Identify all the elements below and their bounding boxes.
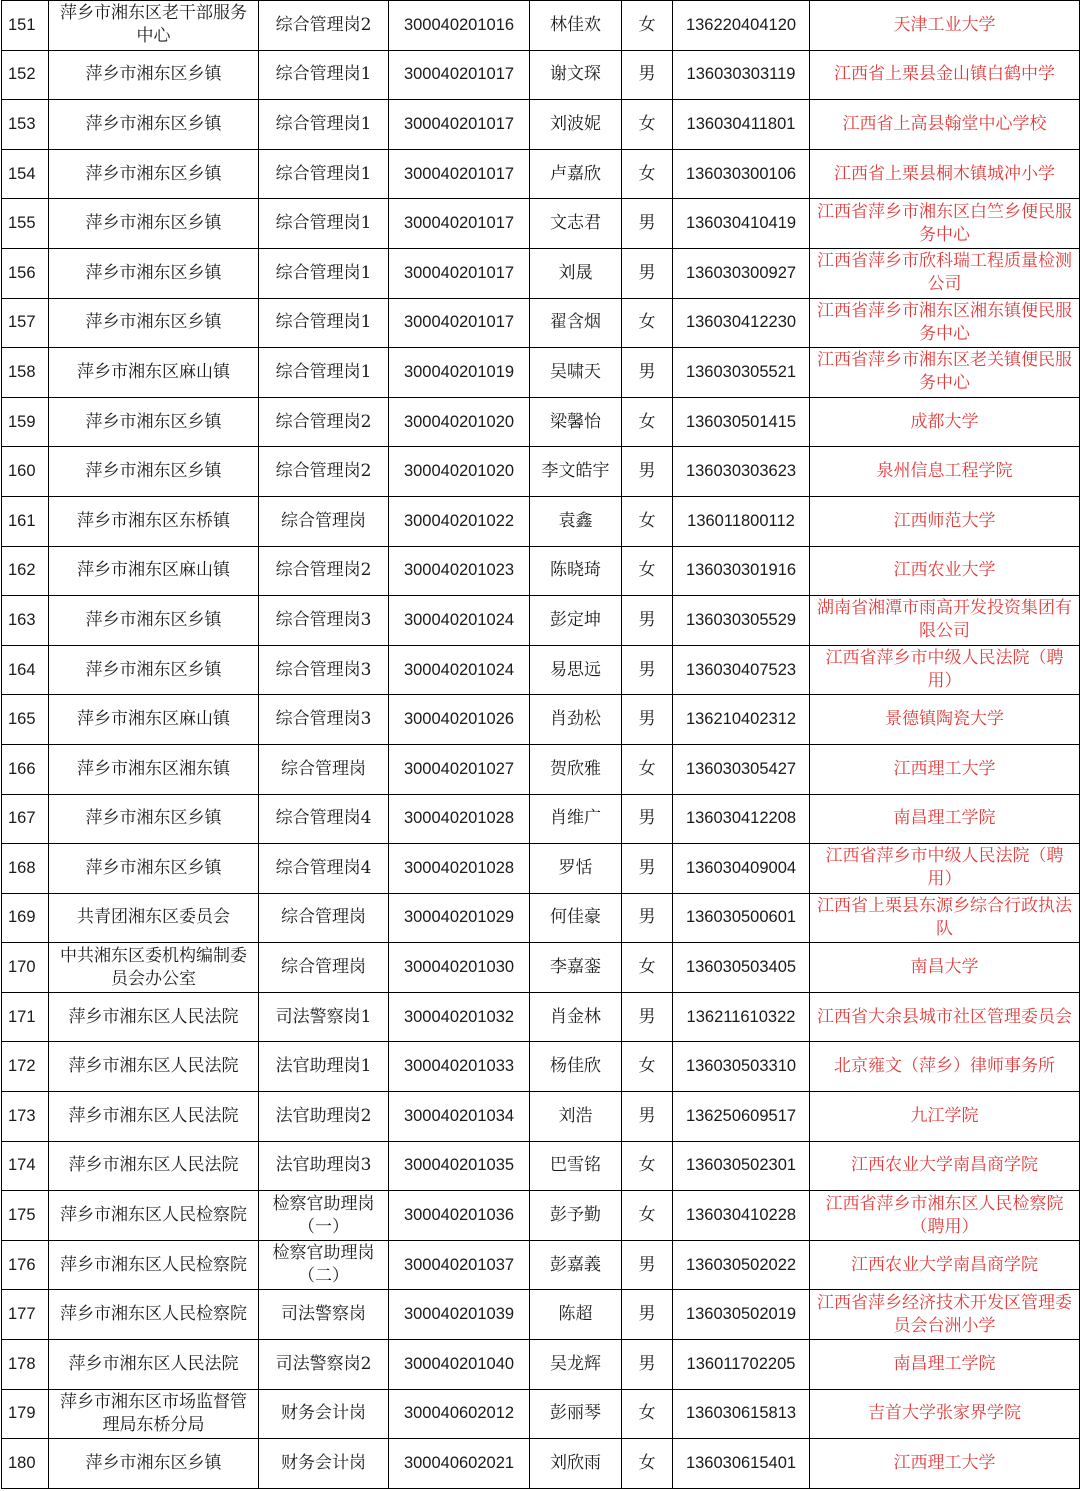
exam-number-cell: 136030303623 xyxy=(673,447,810,497)
row-index-cell: 180 xyxy=(2,1439,49,1489)
employer-cell: 江西省萍乡市湘东区湘东镇便民服务中心 xyxy=(810,298,1080,348)
results-table xyxy=(1,0,1080,1489)
employer-cell: 九江学院 xyxy=(810,1092,1080,1142)
gender-cell: 男 xyxy=(622,794,673,844)
position-code-cell: 300040201035 xyxy=(389,1141,530,1191)
row-index-cell: 171 xyxy=(2,992,49,1042)
exam-number-cell: 136011800112 xyxy=(673,496,810,546)
candidate-name-cell: 刘晟 xyxy=(530,248,622,298)
candidate-name-cell: 袁鑫 xyxy=(530,496,622,546)
position-code-cell: 300040602021 xyxy=(389,1439,530,1489)
gender-cell: 女 xyxy=(622,1141,673,1191)
row-index-cell: 167 xyxy=(2,794,49,844)
exam-number-cell: 136030407523 xyxy=(673,645,810,695)
results-table-body xyxy=(2,1,1080,1489)
position-code-cell: 300040201016 xyxy=(389,1,530,51)
position-code-cell: 300040201039 xyxy=(389,1290,530,1340)
position-name-cell: 司法警察岗 xyxy=(259,1290,389,1340)
employer-cell: 江西理工大学 xyxy=(810,744,1080,794)
row-index-cell: 156 xyxy=(2,248,49,298)
exam-number-cell: 136030502022 xyxy=(673,1240,810,1290)
row-index-cell: 151 xyxy=(2,1,49,51)
employer-cell: 江西省萍乡市湘东区老关镇便民服务中心 xyxy=(810,348,1080,398)
unit-name-cell: 萍乡市湘东区麻山镇 xyxy=(49,348,259,398)
exam-number-cell: 136030503405 xyxy=(673,943,810,993)
candidate-name-cell: 巴雪铭 xyxy=(530,1141,622,1191)
candidate-name-cell: 文志君 xyxy=(530,199,622,249)
candidate-name-cell: 陈晓琦 xyxy=(530,546,622,596)
exam-number-cell: 136030501415 xyxy=(673,397,810,447)
position-name-cell: 财务会计岗 xyxy=(259,1439,389,1489)
unit-name-cell: 萍乡市湘东区人民检察院 xyxy=(49,1191,259,1241)
row-index-cell: 166 xyxy=(2,744,49,794)
position-name-cell: 综合管理岗1 xyxy=(259,248,389,298)
candidate-name-cell: 吴龙辉 xyxy=(530,1340,622,1390)
table-row xyxy=(2,447,1080,497)
position-code-cell: 300040201020 xyxy=(389,397,530,447)
position-name-cell: 综合管理岗1 xyxy=(259,100,389,150)
table-row xyxy=(2,943,1080,993)
position-name-cell: 司法警察岗1 xyxy=(259,992,389,1042)
position-name-cell: 综合管理岗 xyxy=(259,943,389,993)
position-name-cell: 法官助理岗2 xyxy=(259,1092,389,1142)
gender-cell: 女 xyxy=(622,546,673,596)
gender-cell: 女 xyxy=(622,1042,673,1092)
exam-number-cell: 136211610322 xyxy=(673,992,810,1042)
employer-cell: 江西省上栗县桐木镇城冲小学 xyxy=(810,149,1080,199)
candidate-name-cell: 彭丽琴 xyxy=(530,1389,622,1439)
gender-cell: 男 xyxy=(622,893,673,943)
candidate-name-cell: 梁馨怡 xyxy=(530,397,622,447)
row-index-cell: 179 xyxy=(2,1389,49,1439)
exam-number-cell: 136030412230 xyxy=(673,298,810,348)
employer-cell: 江西省萍乡市欣科瑞工程质量检测公司 xyxy=(810,248,1080,298)
row-index-cell: 153 xyxy=(2,100,49,150)
employer-cell: 江西省大余县城市社区管理委员会 xyxy=(810,992,1080,1042)
candidate-name-cell: 刘欣雨 xyxy=(530,1439,622,1489)
unit-name-cell: 萍乡市湘东区人民法院 xyxy=(49,1092,259,1142)
exam-number-cell: 136210402312 xyxy=(673,695,810,745)
position-name-cell: 综合管理岗1 xyxy=(259,199,389,249)
unit-name-cell: 萍乡市湘东区老干部服务中心 xyxy=(49,1,259,51)
employer-cell: 成都大学 xyxy=(810,397,1080,447)
employer-cell: 南昌理工学院 xyxy=(810,1340,1080,1390)
employer-cell: 江西省萍乡市中级人民法院（聘用） xyxy=(810,645,1080,695)
table-row xyxy=(2,645,1080,695)
table-row xyxy=(2,348,1080,398)
candidate-name-cell: 贺欣雅 xyxy=(530,744,622,794)
exam-number-cell: 136030411801 xyxy=(673,100,810,150)
candidate-name-cell: 李文皓宇 xyxy=(530,447,622,497)
position-name-cell: 综合管理岗 xyxy=(259,893,389,943)
table-row xyxy=(2,1240,1080,1290)
position-code-cell: 300040201017 xyxy=(389,248,530,298)
position-name-cell: 综合管理岗4 xyxy=(259,844,389,894)
employer-cell: 南昌理工学院 xyxy=(810,794,1080,844)
unit-name-cell: 萍乡市湘东区乡镇 xyxy=(49,397,259,447)
table-row xyxy=(2,1141,1080,1191)
position-code-cell: 300040201019 xyxy=(389,348,530,398)
row-index-cell: 173 xyxy=(2,1092,49,1142)
position-code-cell: 300040201028 xyxy=(389,794,530,844)
employer-cell: 江西农业大学南昌商学院 xyxy=(810,1141,1080,1191)
position-code-cell: 300040201022 xyxy=(389,496,530,546)
candidate-name-cell: 彭嘉義 xyxy=(530,1240,622,1290)
employer-cell: 江西农业大学 xyxy=(810,546,1080,596)
row-index-cell: 169 xyxy=(2,893,49,943)
candidate-name-cell: 谢文琛 xyxy=(530,50,622,100)
row-index-cell: 172 xyxy=(2,1042,49,1092)
exam-number-cell: 136011702205 xyxy=(673,1340,810,1390)
unit-name-cell: 萍乡市湘东区人民法院 xyxy=(49,992,259,1042)
exam-number-cell: 136030301916 xyxy=(673,546,810,596)
row-index-cell: 176 xyxy=(2,1240,49,1290)
position-code-cell: 300040201036 xyxy=(389,1191,530,1241)
candidate-name-cell: 肖劲松 xyxy=(530,695,622,745)
position-name-cell: 综合管理岗1 xyxy=(259,50,389,100)
gender-cell: 男 xyxy=(622,1240,673,1290)
gender-cell: 女 xyxy=(622,298,673,348)
unit-name-cell: 萍乡市湘东区乡镇 xyxy=(49,645,259,695)
candidate-name-cell: 翟含烟 xyxy=(530,298,622,348)
unit-name-cell: 萍乡市湘东区人民法院 xyxy=(49,1141,259,1191)
position-code-cell: 300040201034 xyxy=(389,1092,530,1142)
row-index-cell: 152 xyxy=(2,50,49,100)
row-index-cell: 160 xyxy=(2,447,49,497)
unit-name-cell: 共青团湘东区委员会 xyxy=(49,893,259,943)
gender-cell: 男 xyxy=(622,248,673,298)
row-index-cell: 174 xyxy=(2,1141,49,1191)
gender-cell: 女 xyxy=(622,496,673,546)
unit-name-cell: 中共湘东区委机构编制委员会办公室 xyxy=(49,943,259,993)
position-code-cell: 300040201020 xyxy=(389,447,530,497)
position-code-cell: 300040201037 xyxy=(389,1240,530,1290)
employer-cell: 江西师范大学 xyxy=(810,496,1080,546)
exam-number-cell: 136030305529 xyxy=(673,596,810,646)
unit-name-cell: 萍乡市湘东区市场监督管理局东桥分局 xyxy=(49,1389,259,1439)
exam-number-cell: 136030615813 xyxy=(673,1389,810,1439)
gender-cell: 男 xyxy=(622,695,673,745)
gender-cell: 女 xyxy=(622,1191,673,1241)
unit-name-cell: 萍乡市湘东区乡镇 xyxy=(49,50,259,100)
gender-cell: 男 xyxy=(622,447,673,497)
table-row xyxy=(2,1439,1080,1489)
table-row xyxy=(2,1042,1080,1092)
gender-cell: 男 xyxy=(622,348,673,398)
exam-number-cell: 136030305427 xyxy=(673,744,810,794)
table-row xyxy=(2,596,1080,646)
candidate-name-cell: 李嘉銮 xyxy=(530,943,622,993)
position-code-cell: 300040201023 xyxy=(389,546,530,596)
table-row xyxy=(2,1,1080,51)
employer-cell: 天津工业大学 xyxy=(810,1,1080,51)
position-code-cell: 300040201026 xyxy=(389,695,530,745)
exam-number-cell: 136030410419 xyxy=(673,199,810,249)
row-index-cell: 178 xyxy=(2,1340,49,1390)
row-index-cell: 157 xyxy=(2,298,49,348)
position-name-cell: 综合管理岗1 xyxy=(259,348,389,398)
candidate-name-cell: 吴啸天 xyxy=(530,348,622,398)
row-index-cell: 170 xyxy=(2,943,49,993)
unit-name-cell: 萍乡市湘东区乡镇 xyxy=(49,1439,259,1489)
position-name-cell: 检察官助理岗（一） xyxy=(259,1191,389,1241)
candidate-name-cell: 肖金林 xyxy=(530,992,622,1042)
candidate-name-cell: 彭予勤 xyxy=(530,1191,622,1241)
exam-number-cell: 136030502301 xyxy=(673,1141,810,1191)
position-name-cell: 财务会计岗 xyxy=(259,1389,389,1439)
exam-number-cell: 136030615401 xyxy=(673,1439,810,1489)
exam-number-cell: 136030412208 xyxy=(673,794,810,844)
candidate-name-cell: 陈超 xyxy=(530,1290,622,1340)
row-index-cell: 168 xyxy=(2,844,49,894)
gender-cell: 女 xyxy=(622,943,673,993)
unit-name-cell: 萍乡市湘东区乡镇 xyxy=(49,298,259,348)
gender-cell: 男 xyxy=(622,1340,673,1390)
unit-name-cell: 萍乡市湘东区乡镇 xyxy=(49,447,259,497)
table-row xyxy=(2,546,1080,596)
employer-cell: 江西省萍乡市湘东区人民检察院（聘用） xyxy=(810,1191,1080,1241)
table-row xyxy=(2,1340,1080,1390)
gender-cell: 男 xyxy=(622,1092,673,1142)
employer-cell: 江西省萍乡市中级人民法院（聘用） xyxy=(810,844,1080,894)
table-row xyxy=(2,1290,1080,1340)
exam-number-cell: 136030300927 xyxy=(673,248,810,298)
unit-name-cell: 萍乡市湘东区麻山镇 xyxy=(49,695,259,745)
unit-name-cell: 萍乡市湘东区乡镇 xyxy=(49,248,259,298)
position-name-cell: 司法警察岗2 xyxy=(259,1340,389,1390)
unit-name-cell: 萍乡市湘东区乡镇 xyxy=(49,596,259,646)
exam-number-cell: 136030409004 xyxy=(673,844,810,894)
row-index-cell: 175 xyxy=(2,1191,49,1241)
unit-name-cell: 萍乡市湘东区麻山镇 xyxy=(49,546,259,596)
table-row xyxy=(2,248,1080,298)
table-row xyxy=(2,1389,1080,1439)
exam-number-cell: 136030410228 xyxy=(673,1191,810,1241)
table-row xyxy=(2,298,1080,348)
position-name-cell: 综合管理岗 xyxy=(259,744,389,794)
employer-cell: 吉首大学张家界学院 xyxy=(810,1389,1080,1439)
position-name-cell: 综合管理岗3 xyxy=(259,695,389,745)
position-code-cell: 300040201017 xyxy=(389,149,530,199)
position-name-cell: 综合管理岗3 xyxy=(259,645,389,695)
gender-cell: 男 xyxy=(622,645,673,695)
unit-name-cell: 萍乡市湘东区东桥镇 xyxy=(49,496,259,546)
unit-name-cell: 萍乡市湘东区乡镇 xyxy=(49,844,259,894)
gender-cell: 女 xyxy=(622,100,673,150)
position-code-cell: 300040201017 xyxy=(389,298,530,348)
gender-cell: 男 xyxy=(622,992,673,1042)
candidate-name-cell: 卢嘉欣 xyxy=(530,149,622,199)
table-row xyxy=(2,397,1080,447)
table-row xyxy=(2,100,1080,150)
gender-cell: 女 xyxy=(622,1439,673,1489)
unit-name-cell: 萍乡市湘东区人民检察院 xyxy=(49,1290,259,1340)
position-name-cell: 法官助理岗1 xyxy=(259,1042,389,1092)
candidate-name-cell: 易思远 xyxy=(530,645,622,695)
gender-cell: 女 xyxy=(622,1,673,51)
gender-cell: 男 xyxy=(622,50,673,100)
employer-cell: 江西省上栗县金山镇白鹤中学 xyxy=(810,50,1080,100)
exam-number-cell: 136030500601 xyxy=(673,893,810,943)
unit-name-cell: 萍乡市湘东区湘东镇 xyxy=(49,744,259,794)
candidate-name-cell: 彭定坤 xyxy=(530,596,622,646)
row-index-cell: 165 xyxy=(2,695,49,745)
position-name-cell: 综合管理岗3 xyxy=(259,596,389,646)
position-code-cell: 300040201017 xyxy=(389,100,530,150)
gender-cell: 女 xyxy=(622,149,673,199)
table-row xyxy=(2,50,1080,100)
employer-cell: 江西农业大学南昌商学院 xyxy=(810,1240,1080,1290)
position-name-cell: 综合管理岗1 xyxy=(259,298,389,348)
table-row xyxy=(2,794,1080,844)
position-code-cell: 300040201032 xyxy=(389,992,530,1042)
unit-name-cell: 萍乡市湘东区人民法院 xyxy=(49,1042,259,1092)
employer-cell: 湖南省湘潭市雨高开发投资集团有限公司 xyxy=(810,596,1080,646)
employer-cell: 江西省上栗县东源乡综合行政执法队 xyxy=(810,893,1080,943)
exam-number-cell: 136250609517 xyxy=(673,1092,810,1142)
exam-number-cell: 136030303119 xyxy=(673,50,810,100)
unit-name-cell: 萍乡市湘东区人民检察院 xyxy=(49,1240,259,1290)
position-name-cell: 检察官助理岗（二） xyxy=(259,1240,389,1290)
table-row xyxy=(2,496,1080,546)
unit-name-cell: 萍乡市湘东区乡镇 xyxy=(49,794,259,844)
row-index-cell: 154 xyxy=(2,149,49,199)
row-index-cell: 161 xyxy=(2,496,49,546)
unit-name-cell: 萍乡市湘东区乡镇 xyxy=(49,100,259,150)
table-row xyxy=(2,844,1080,894)
position-code-cell: 300040201024 xyxy=(389,645,530,695)
candidate-name-cell: 刘浩 xyxy=(530,1092,622,1142)
gender-cell: 女 xyxy=(622,397,673,447)
table-row xyxy=(2,199,1080,249)
gender-cell: 男 xyxy=(622,1290,673,1340)
exam-number-cell: 136030300106 xyxy=(673,149,810,199)
row-index-cell: 155 xyxy=(2,199,49,249)
position-name-cell: 综合管理岗2 xyxy=(259,397,389,447)
position-name-cell: 综合管理岗 xyxy=(259,496,389,546)
position-code-cell: 300040201017 xyxy=(389,50,530,100)
employer-cell: 江西省萍乡经济技术开发区管理委员会台洲小学 xyxy=(810,1290,1080,1340)
position-name-cell: 综合管理岗2 xyxy=(259,447,389,497)
table-row xyxy=(2,695,1080,745)
gender-cell: 女 xyxy=(622,1389,673,1439)
position-code-cell: 300040201024 xyxy=(389,596,530,646)
position-name-cell: 法官助理岗3 xyxy=(259,1141,389,1191)
unit-name-cell: 萍乡市湘东区乡镇 xyxy=(49,199,259,249)
table-row xyxy=(2,744,1080,794)
row-index-cell: 162 xyxy=(2,546,49,596)
position-code-cell: 300040201027 xyxy=(389,744,530,794)
table-row xyxy=(2,149,1080,199)
gender-cell: 女 xyxy=(622,744,673,794)
row-index-cell: 164 xyxy=(2,645,49,695)
exam-number-cell: 136030502019 xyxy=(673,1290,810,1340)
position-name-cell: 综合管理岗4 xyxy=(259,794,389,844)
candidate-name-cell: 杨佳欣 xyxy=(530,1042,622,1092)
employer-cell: 景德镇陶瓷大学 xyxy=(810,695,1080,745)
table-row xyxy=(2,893,1080,943)
position-code-cell: 300040201029 xyxy=(389,893,530,943)
employer-cell: 江西理工大学 xyxy=(810,1439,1080,1489)
table-row xyxy=(2,992,1080,1042)
gender-cell: 男 xyxy=(622,596,673,646)
row-index-cell: 158 xyxy=(2,348,49,398)
position-code-cell: 300040602012 xyxy=(389,1389,530,1439)
position-name-cell: 综合管理岗2 xyxy=(259,546,389,596)
position-name-cell: 综合管理岗1 xyxy=(259,149,389,199)
employer-cell: 南昌大学 xyxy=(810,943,1080,993)
position-name-cell: 综合管理岗2 xyxy=(259,1,389,51)
row-index-cell: 177 xyxy=(2,1290,49,1340)
candidate-name-cell: 肖维广 xyxy=(530,794,622,844)
exam-number-cell: 136220404120 xyxy=(673,1,810,51)
employer-cell: 泉州信息工程学院 xyxy=(810,447,1080,497)
row-index-cell: 163 xyxy=(2,596,49,646)
row-index-cell: 159 xyxy=(2,397,49,447)
position-code-cell: 300040201017 xyxy=(389,199,530,249)
exam-number-cell: 136030503310 xyxy=(673,1042,810,1092)
employer-cell: 北京雍文（萍乡）律师事务所 xyxy=(810,1042,1080,1092)
position-code-cell: 300040201028 xyxy=(389,844,530,894)
employer-cell: 江西省萍乡市湘东区白竺乡便民服务中心 xyxy=(810,199,1080,249)
candidate-name-cell: 何佳豪 xyxy=(530,893,622,943)
table-row xyxy=(2,1191,1080,1241)
position-code-cell: 300040201030 xyxy=(389,943,530,993)
candidate-name-cell: 罗恬 xyxy=(530,844,622,894)
unit-name-cell: 萍乡市湘东区人民法院 xyxy=(49,1340,259,1390)
unit-name-cell: 萍乡市湘东区乡镇 xyxy=(49,149,259,199)
position-code-cell: 300040201033 xyxy=(389,1042,530,1092)
table-row xyxy=(2,1092,1080,1142)
exam-number-cell: 136030305521 xyxy=(673,348,810,398)
candidate-name-cell: 林佳欢 xyxy=(530,1,622,51)
gender-cell: 男 xyxy=(622,844,673,894)
gender-cell: 男 xyxy=(622,199,673,249)
candidate-name-cell: 刘波妮 xyxy=(530,100,622,150)
employer-cell: 江西省上高县翰堂中心学校 xyxy=(810,100,1080,150)
position-code-cell: 300040201040 xyxy=(389,1340,530,1390)
